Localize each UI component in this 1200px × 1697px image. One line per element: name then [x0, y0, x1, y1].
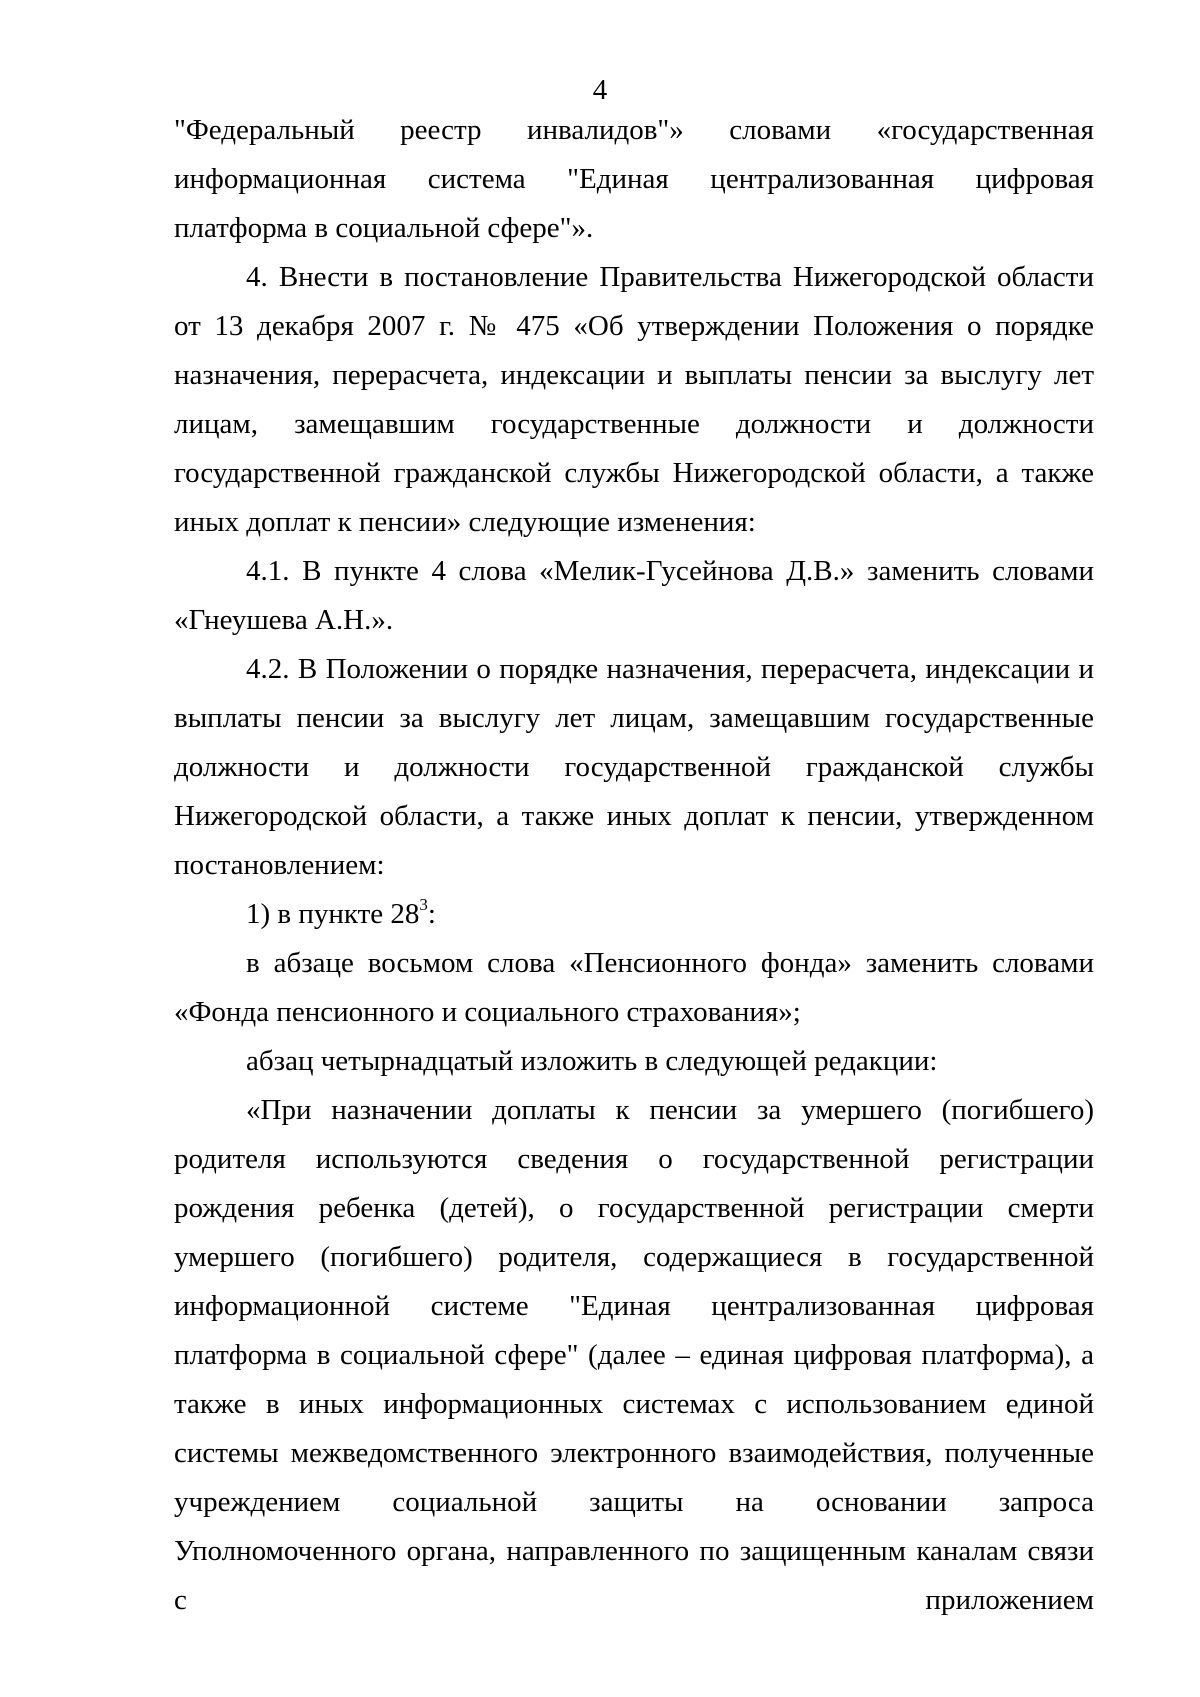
paragraph-item-4: 4. Внести в постановление Правительства Нижегородской области от 13 декабря 2007 г. № 475 «Об утверждении Положения о порядке назначения, перерасчета, индексации и выплаты пенсии за выслугу лет лицам, замещавшим государственные должности и должности государственной гражданской службы Нижегородской области, а также иных доплат к пенсии» следующие изменения: — [174, 261, 1094, 538]
paragraph-item-4-1: 4.1. В пункте 4 слова «Мелик-Гусейнова Д.В.» заменить словами «Гнеушева А.Н.». — [174, 555, 1094, 636]
paragraph-item-4-2: 4.2. В Положении о порядке назначения, перерасчета, индексации и выплаты пенсии за выслугу лет лицам, замещавшим государственные должности и должности государственной гражданской службы Нижегородской области, а также иных доплат к пенсии, утвержденном постановлением: — [174, 653, 1094, 881]
paragraph-continuation: "Федеральный реестр инвалидов"» словами «государственная информационная система "Единая централизованная цифровая платформа в социальной сфере"». — [174, 114, 1094, 244]
superscript-3: 3 — [419, 895, 428, 915]
subitem-1-colon: : — [427, 898, 436, 930]
paragraph-abzac-14: абзац четырнадцатый изложить в следующей редакции: — [246, 1045, 938, 1077]
paragraph-abzac-8: в абзаце восьмом слова «Пенсионного фонда» заменить словами «Фонда пенсионного и социального страхования»; — [174, 947, 1094, 1028]
document-body — [174, 106, 1094, 1625]
paragraph-new-wording: «При назначении доплаты к пенсии за умершего (погибшего) родителя используются сведения о государственной регистрации рождения ребенка (детей), о государственной регистрации смерти умершего (погибшего) родителя, содержащиеся в государственной информационной системе "Единая централизованная цифровая платформа в социальной сфере" (далее – единая цифровая платформа), а также в иных информационных системах с использованием единой системы межведомственного электронного взаимодействия, полученные учреждением социальной защиты на основании запроса Уполномоченного органа, направленного по защищенным каналам связи с приложением — [174, 1094, 1094, 1616]
page-number: 4 — [592, 74, 608, 106]
subitem-1-text: 1) в пункте 28 — [246, 898, 420, 930]
paragraph-subitem-1 — [174, 890, 1094, 939]
